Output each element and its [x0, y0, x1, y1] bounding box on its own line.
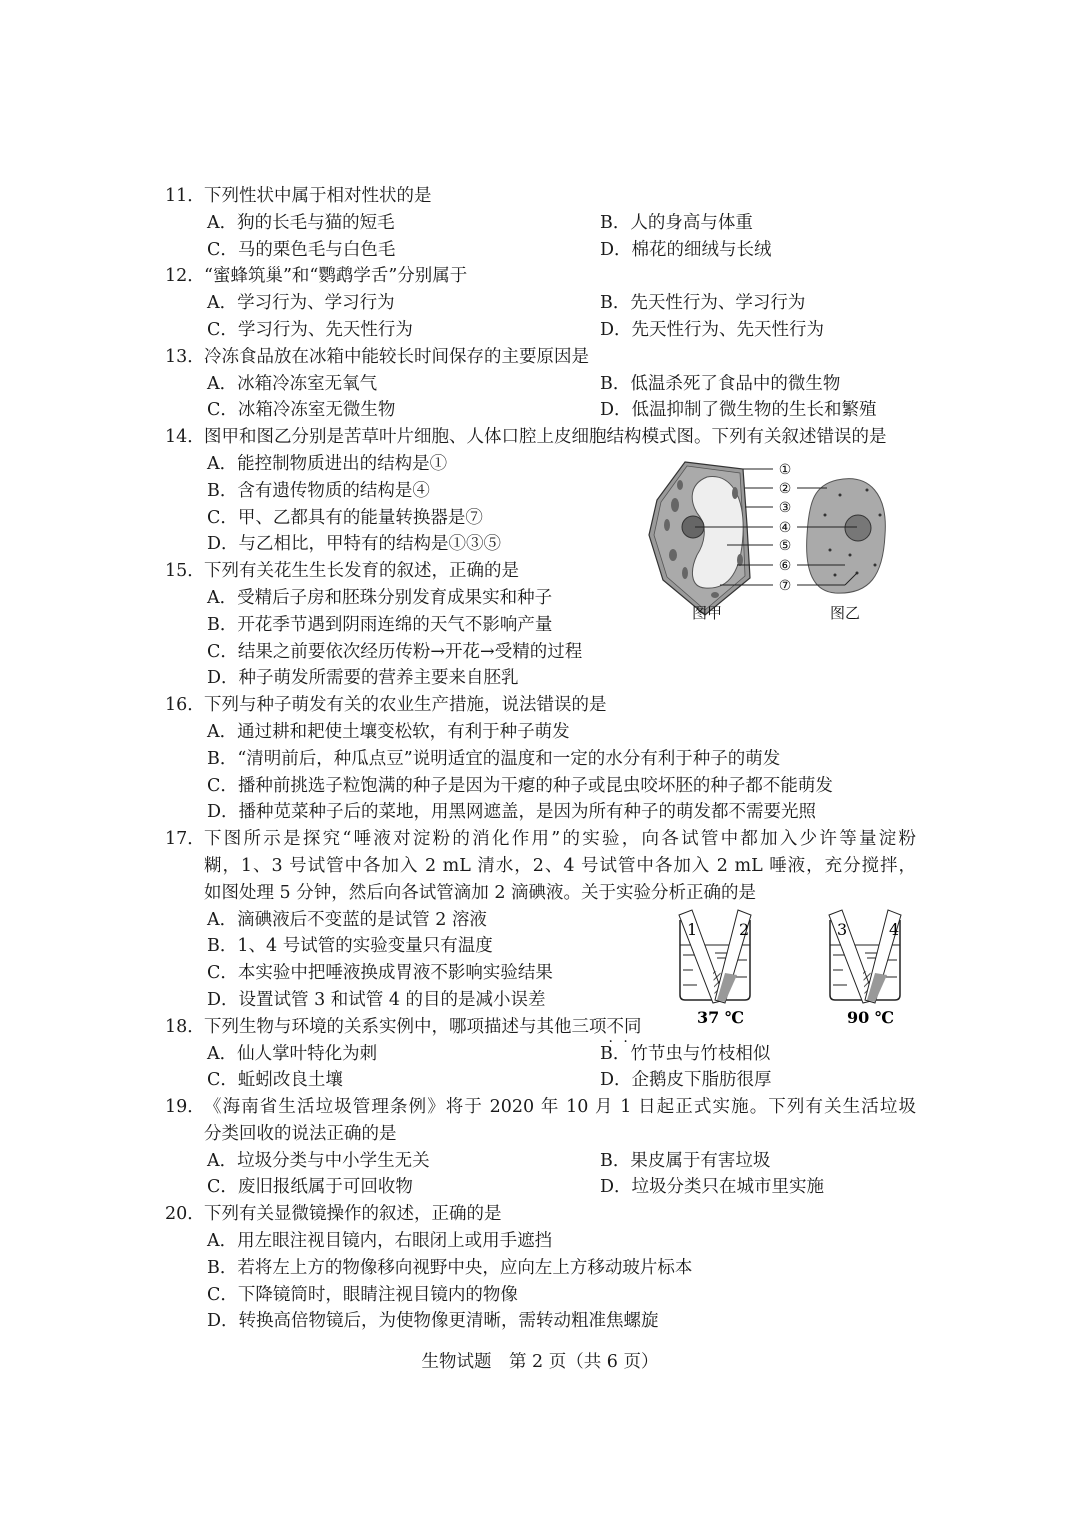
- option: C．结果之前要依次经历传粉→开花→受精的过程: [207, 641, 583, 662]
- option: D．企鹅皮下脂肪很厚: [600, 1070, 772, 1091]
- question-number: 19．: [165, 1097, 205, 1118]
- option: B．1、4 号试管的实验变量只有温度: [207, 936, 493, 957]
- question-text: “蜜蜂筑巢”和“鹦鹉学舌”分别属于: [204, 266, 468, 287]
- question-text: 如图处理 5 分钟，然后向各试管滴加 2 滴碘液。关于实验分析正确的是: [204, 882, 757, 903]
- beaker-37: [679, 910, 751, 1027]
- emphasized-text: 不同 · ·: [607, 1017, 642, 1037]
- question-number: 20．: [165, 1204, 205, 1225]
- label-5: ⑤: [778, 538, 792, 554]
- option: B．开花季节遇到阴雨连绵的天气不影响产量: [207, 614, 553, 635]
- question-text: 分类回收的说法正确的是: [204, 1123, 397, 1144]
- question-text: 图甲和图乙分别是苦草叶片细胞、人体口腔上皮细胞结构模式图。下列有关叙述错误的是: [204, 427, 887, 448]
- question-15-stem: [0, 558, 1080, 585]
- question-number: 18．: [165, 1016, 205, 1037]
- question-text: 下列性状中属于相对性状的是: [204, 186, 432, 206]
- option: D．低温抑制了微生物的生长和繁殖: [600, 400, 877, 421]
- option: A．通过耕和耙使土壤变松软，有利于种子萌发: [207, 721, 570, 742]
- option: D．种子萌发所需要的营养主要来自胚乳: [207, 668, 519, 689]
- option: B．竹节虫与竹枝相似: [600, 1043, 771, 1064]
- option: B．若将左上方的物像移向视野中央，应向左上方移动玻片标本: [207, 1257, 693, 1278]
- question-11-stem: [0, 183, 1080, 210]
- question-20-stem: [0, 1201, 1080, 1228]
- option: A．滴碘液后不变蓝的是试管 2 溶液: [207, 909, 487, 930]
- cell-structure-figure: [645, 455, 890, 625]
- tube-1-label: 1: [687, 920, 698, 939]
- option: B．先天性行为、学习行为: [600, 293, 806, 314]
- label-6: ⑥: [778, 558, 792, 574]
- option: C．废旧报纸属于可回收物: [207, 1177, 413, 1198]
- option: A．受精后子房和胚珠分别发育成果实和种子: [207, 587, 553, 608]
- option: B．“清明前后，种瓜点豆”说明适宜的温度和一定的水分有利于种子的萌发: [207, 748, 781, 769]
- label-7: ⑦: [778, 578, 792, 594]
- tube-3-label: 3: [837, 920, 848, 939]
- question-number: 16．: [165, 695, 205, 716]
- question-text: 下图所示是探究“唾液对淀粉的消化作用”的实验，向各试管中都加入少许等量淀粉: [204, 829, 916, 850]
- option: C．学习行为、先天性行为: [207, 319, 413, 340]
- label-1: ①: [778, 462, 792, 478]
- beaker-90: [829, 910, 901, 1027]
- question-number: 17．: [165, 829, 205, 850]
- label-3: ③: [778, 500, 792, 516]
- question-text: 下列有关显微镜操作的叙述，正确的是: [204, 1204, 502, 1225]
- question-number: 13．: [165, 346, 205, 367]
- option: B．含有遗传物质的结构是④: [207, 480, 430, 501]
- question-12-stem: [0, 263, 1080, 290]
- question-14-stem: [0, 424, 1080, 451]
- question-19-stem: [0, 1094, 1080, 1121]
- tube-2-label: 2: [739, 920, 750, 939]
- question-text: 《海南省生活垃圾管理条例》将于 2020 年 10 月 1 日起正式实施。下列有关生活垃圾: [204, 1097, 916, 1118]
- question-16-stem: [0, 692, 1080, 719]
- option: D．设置试管 3 和试管 4 的目的是减小误差: [207, 989, 546, 1010]
- exam-page: [0, 183, 1080, 1335]
- label-2: ②: [778, 481, 792, 497]
- temperature-37: 37 ℃: [697, 1008, 745, 1027]
- option: B．低温杀死了食品中的微生物: [600, 373, 841, 394]
- question-number: 12．: [165, 266, 205, 287]
- option: D．与乙相比，甲特有的结构是①③⑤: [207, 534, 502, 555]
- option: D．播种苋菜种子后的菜地，用黑网遮盖，是因为所有种子的萌发都不需要光照: [207, 802, 817, 823]
- question-text: 下列与种子萌发有关的农业生产措施，说法错误的是: [204, 695, 607, 716]
- option: A．仙人掌叶特化为刺: [207, 1043, 378, 1064]
- option: A．垃圾分类与中小学生无关: [207, 1150, 430, 1171]
- option: A．学习行为、学习行为: [207, 293, 395, 314]
- question-number: 14．: [165, 427, 205, 448]
- caption-left: 图甲: [691, 604, 723, 622]
- option: C．马的栗色毛与白色毛: [207, 239, 396, 260]
- question-18-stem: [0, 1014, 1080, 1041]
- question-text: 下列生物与环境的关系实例中，哪项描述与其他三项: [204, 1016, 607, 1037]
- option: C．甲、乙都具有的能量转换器是⑦: [207, 507, 483, 528]
- test-tube-figure: [675, 905, 915, 1030]
- option: C．播种前挑选子粒饱满的种子是因为干瘪的种子或昆虫咬坏胚的种子都不能萌发: [207, 775, 833, 796]
- option: A．能控制物质进出的结构是①: [207, 453, 448, 474]
- tube-4-label: 4: [889, 920, 900, 939]
- question-13-stem: [0, 344, 1080, 371]
- option: D．转换高倍物镜后，为使物像更清晰，需转动粗准焦螺旋: [207, 1311, 659, 1332]
- label-4: ④: [778, 520, 792, 536]
- caption-right: 图乙: [829, 604, 861, 622]
- option: D．垃圾分类只在城市里实施: [600, 1177, 825, 1198]
- option: A．冰箱冷冻室无氧气: [207, 373, 378, 394]
- option: C．下降镜筒时，眼睛注视目镜内的物像: [207, 1284, 518, 1305]
- option: A．狗的长毛与猫的短毛: [207, 212, 395, 233]
- question-text: 冷冻食品放在冰箱中能较长时间保存的主要原因是: [204, 346, 589, 367]
- option: C．冰箱冷冻室无微生物: [207, 400, 396, 421]
- page-footer: 生物试题 第 2 页（共 6 页）: [421, 1352, 659, 1372]
- question-text: 糊，1、3 号试管中各加入 2 mL 清水，2、4 号试管中各加入 2 mL 唾液，充分搅拌，: [204, 855, 916, 876]
- option: B．人的身高与体重: [600, 212, 753, 233]
- option: D．先天性行为、先天性行为: [600, 319, 825, 340]
- question-number: 15．: [165, 561, 205, 582]
- option: A．用左眼注视目镜内，右眼闭上或用手遮挡: [207, 1231, 553, 1252]
- option: C．蚯蚓改良土壤: [207, 1070, 343, 1091]
- option: D．棉花的细绒与长绒: [600, 239, 772, 260]
- question-number: 11．: [165, 186, 205, 206]
- temperature-90: 90 ℃: [847, 1008, 895, 1027]
- question-text: 下列有关花生生长发育的叙述，正确的是: [204, 561, 519, 582]
- option: C．本实验中把唾液换成胃液不影响实验结果: [207, 963, 553, 984]
- option: B．果皮属于有害垃圾: [600, 1150, 771, 1171]
- question-17-stem: [0, 826, 1080, 853]
